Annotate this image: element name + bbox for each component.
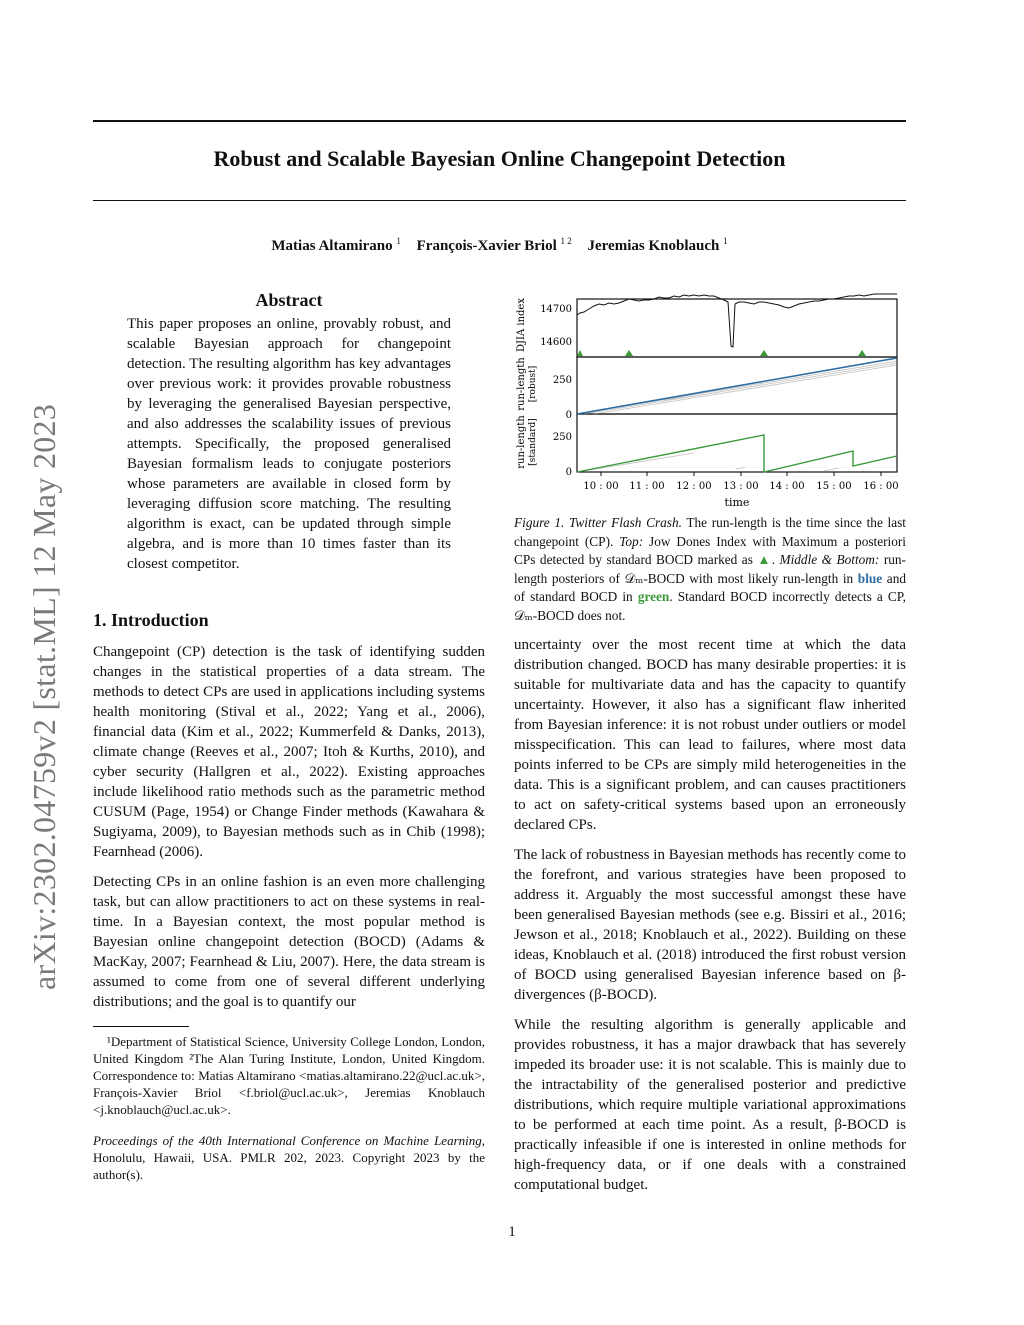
- bot-ylabel-line1: run-length: [516, 415, 527, 469]
- x-tick-label: 15 : 00: [816, 481, 852, 492]
- body-paragraph: uncertainty over the most recent time at which the data distribution changed. BOCD has many desirable properties: it is suitable for multivariate data and has the capacity to quantify uncertainty. However, it also has a significant flaw inherited from Bayesian inference: it is not robust under outliers or model misspecification. This can lead to failures, where most data points inferred to be CPs are simply mild heterogeneities in the data. This is a significant problem, and can causes practitioners to act on safety-critical systems based upon an erroneously declared CPs.: [514, 637, 906, 833]
- author-affiliation: 1: [396, 236, 401, 246]
- arxiv-stamp: arXiv:2302.04759v2 [stat.ML] 12 May 2023: [26, 403, 62, 990]
- triangle-marker-icon: [760, 350, 768, 356]
- title-rule-bottom: [93, 200, 906, 201]
- tick-250-bot: 250: [552, 432, 572, 443]
- robust-run-length-line: [577, 358, 897, 414]
- abstract-heading: Abstract: [255, 290, 323, 310]
- figure-1-chart: [514, 290, 906, 510]
- caption-blue-word: blue: [857, 570, 883, 586]
- mid-ylabel-line1: run-length: [516, 357, 527, 411]
- x-ticks: [601, 472, 881, 476]
- right-column: [514, 290, 906, 1205]
- footnotes: [93, 1033, 485, 1183]
- author-affiliation: 1: [723, 236, 728, 246]
- top-ylabel: DJIA index: [516, 298, 527, 352]
- tick-14600: 14600: [540, 337, 572, 348]
- proceedings-note: [93, 1132, 485, 1183]
- section-heading-introduction: 1. Introduction: [93, 610, 209, 630]
- triangle-marker-icon: [625, 350, 633, 356]
- right-column-body: [514, 635, 906, 1195]
- left-column: [93, 290, 485, 1197]
- standard-posterior-mass: [577, 453, 839, 472]
- tick-0-bot: 0: [565, 467, 572, 478]
- x-tick-label: 10 : 00: [583, 481, 619, 492]
- author-affiliation: 1 2: [560, 236, 572, 246]
- author-name: François-Xavier Briol: [416, 238, 557, 254]
- author-list: [93, 236, 906, 255]
- author-name: Matias Altamirano: [271, 238, 393, 254]
- paper-title: Robust and Scalable Bayesian Online Changepoint Detection: [213, 146, 786, 171]
- caption-text: run-length posteriors of 𝒟ₘ-BOCD with most likely run-length in: [514, 552, 906, 586]
- author-name: Jeremias Knoblauch: [587, 238, 720, 254]
- author: [588, 238, 728, 254]
- triangle-marker-icon: [858, 350, 866, 356]
- page-number: 1: [508, 1224, 516, 1240]
- caption-mid-label: Middle & Bottom:: [779, 552, 880, 567]
- x-tick-label: 13 : 00: [723, 481, 759, 492]
- bottom-panel-frame: [577, 414, 897, 472]
- proceedings-venue: Proceedings of the 40th International Conference on Machine Learning: [93, 1133, 482, 1148]
- top-panel-frame: [577, 299, 897, 357]
- caption-green-word: green: [637, 589, 670, 604]
- caption-top-label: Top:: [619, 533, 644, 549]
- tick-0-mid: 0: [565, 410, 572, 421]
- title-rule-top: [93, 120, 906, 122]
- x-axis-label: time: [724, 496, 750, 509]
- x-tick-label: 16 : 00: [863, 481, 899, 492]
- footnote-divider: [93, 1026, 189, 1027]
- caption-text: The run-length is the time since the last changepoint (CP).: [514, 515, 906, 549]
- figure-1-svg: [514, 290, 906, 510]
- x-tick-label: 11 : 00: [629, 481, 665, 492]
- proceedings-details: , Honolulu, Hawaii, USA. PMLR 202, 2023. Copyright 2023 by the author(s).: [93, 1133, 485, 1182]
- tick-14700: 14700: [540, 304, 572, 315]
- intro-paragraph-1: Changepoint (CP) detection is the task of identifying sudden changes in the statistical properties of a data stream. The methods to detect CPs are used in applications including systems health monitoring (Stival et al., 2022; Yang et al., 2006), financial data (Kim et al., 2022; Kummerfeld & Danks, 2013), climate change (Reeves et al., 2007; Itoh & Kurths, 2010), and cyber security (Hallgren et al., 2022). Existing approaches include likelihood ratio methods such as the parametric method CUSUM (Page, 1954) or Change Finder methods (Kawahara & Sugiyama, 2009), to Bayesian methods such as in Chib (1998); Fearnhead (2006).: [93, 644, 485, 860]
- body-paragraph: While the resulting algorithm is generally applicable and provides robustness, it has a major drawback that has severely impeded its broader use: it is not scalable. This is mainly due to the intractability of the generalised posterior and predictive distributions, which require multiple variational approximations to be performed at each time point. As a result, β-BOCD is practically infeasible if one is interested in online methods for high-frequency data, or if one deals with a constrained computational budget.: [514, 1017, 906, 1193]
- x-tick-label: 12 : 00: [676, 481, 712, 492]
- triangle-icon: ▲: [757, 552, 772, 567]
- figure-caption: [514, 514, 906, 625]
- standard-run-length-line: [577, 435, 897, 472]
- intro-paragraph-2: Detecting CPs in an online fashion is an even more challenging task, but can allow practitioners to act on these systems in real-time. In a Bayesian context, the most popular method is Bayesian online changepoint detection (BOCD) (Adams & MacKay, 2007; Fearnhead & Liu, 2007). Here, the data stream is assumed to come from one of several different underlying distributions; and the goal is to quantify our: [93, 874, 485, 1010]
- body-paragraph: The lack of robustness in Bayesian methods has recently come to the forefront, and various strategies have been proposed to address it. Arguably the most successful amongst these have been generalised Bayesian methods (see e.g. Bissiri et al., 2016; Jewson et al., 2018; Knoblauch et al., 2022). Building on these ideas, Knoblauch et al. (2018) introduced the first robust version of BOCD using generalised Bayesian inference based on β-divergences (β-BOCD).: [514, 847, 906, 1003]
- mid-ylabel-line2: [robust]: [528, 365, 538, 403]
- y-tick-labels: [540, 304, 572, 478]
- abstract-body: This paper proposes an online, provably robust, and scalable Bayesian approach for changepoint detection. The resulting algorithm has key advantages over previous work: it provides provable robustness by leveraging the generalised Bayesian perspective, and also addresses the scalability issues of previous attempts. Specifically, the proposed generalised Bayesian formalism leads to conjugate posteriors whose parameters are available in closed form by leveraging diffusion score matching. The resulting algorithm is exact, can be updated through simple algebra, and is more than 10 times faster than its closest competitor.: [127, 316, 451, 572]
- caption-label: Figure 1. Twitter Flash Crash.: [514, 515, 682, 530]
- caption-text: and of standard BOCD in: [514, 570, 906, 604]
- tick-250-mid: 250: [552, 375, 572, 386]
- caption-text: .: [771, 552, 780, 567]
- caption-text: . Standard BOCD incorrectly detects a CP, 𝒟ₘ-BOCD does not.: [514, 589, 906, 623]
- changepoint-markers: [577, 350, 866, 356]
- djia-line: [577, 294, 897, 347]
- affiliation-footnote: ¹Department of Statistical Science, University College London, London, United Kingdom ²The Alan Turing Institute, London, United Kingdom. Correspondence to: Matias Altamirano <matias.altamirano.22@ucl.ac.uk>, François-Xavier Briol <f.briol@ucl.ac.uk>, Jeremias Knoblauch <j.knoblauch@ucl.ac.uk>.: [93, 1034, 485, 1117]
- bot-ylabel-line2: [standard]: [528, 418, 538, 466]
- x-tick-labels: [583, 481, 898, 492]
- triangle-marker-icon: [577, 350, 583, 356]
- x-tick-label: 14 : 00: [769, 481, 805, 492]
- author: [271, 238, 401, 254]
- caption-text: Jow Dones Index with Maximum a posteriori CPs detected by standard BOCD marked as: [514, 533, 907, 567]
- author: [417, 238, 572, 254]
